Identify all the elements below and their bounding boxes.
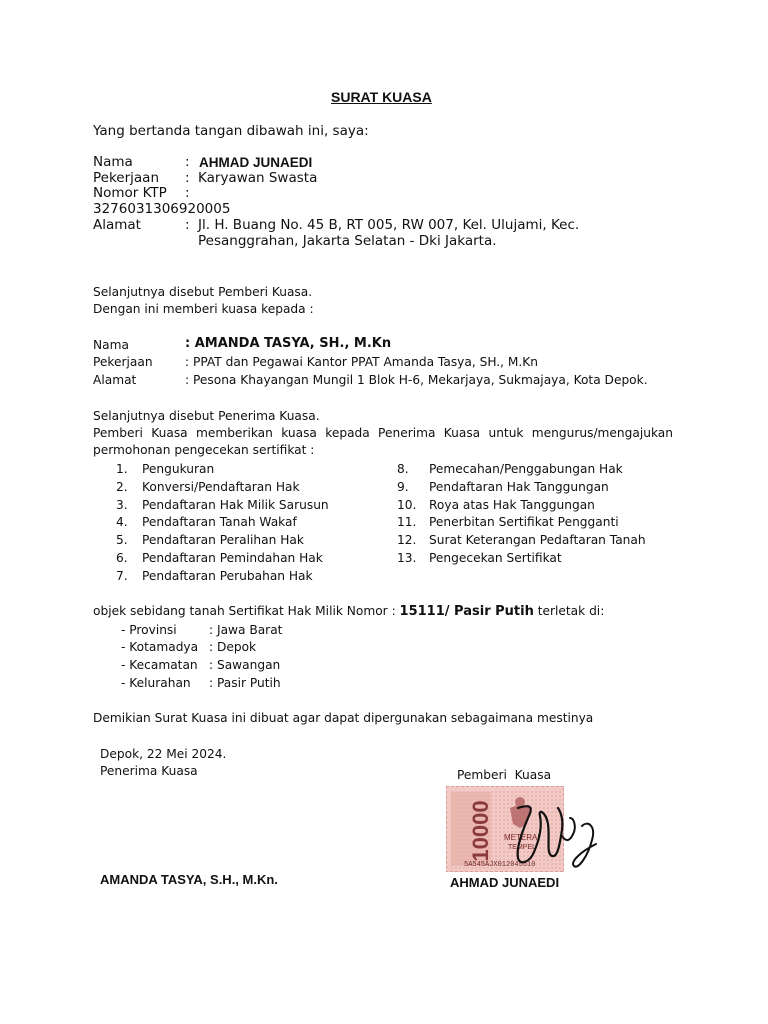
service-item: Roya atas Hak Tanggungan [429,498,595,512]
service-number: 12. [397,533,417,547]
service-item: Pendaftaran Peralihan Hak [142,533,304,547]
service-number: 2. [116,480,128,494]
service-number: 3. [116,498,128,512]
grantee-address-value: : Pesona Khayangan Mungil 1 Blok H-6, Mekarjaya, Sukmajaya, Kota Depok. [185,373,648,387]
grantee-address-label: Alamat [93,373,137,387]
grantor-ktp-colon: : [185,185,190,201]
service-item: Pengukuran [142,462,215,476]
location-value: : Sawangan [209,658,281,672]
grantee-signature-name: AMANDA TASYA, S.H., M.Kn. [100,872,278,887]
grantor-name-value: AHMAD JUNAEDI [199,155,313,170]
service-item: Pengecekan Sertifikat [429,551,562,565]
grantor-caption: Pemberi Kuasa [457,768,552,782]
stamp-word-2: TEMPEL [508,844,537,851]
service-number: 1. [116,462,128,476]
location-label: - Kecamatan [121,658,198,672]
grantor-address-line1: Jl. H. Buang No. 45 B, RT 005, RW 007, Kel. Ulujami, Kec. [198,217,580,233]
service-number: 11. [397,515,417,529]
grantor-signature-name: AHMAD JUNAEDI [450,875,560,890]
grantor-name-colon: : [185,154,190,170]
service-item: Pemecahan/Penggabungan Hak [429,462,623,476]
service-number: 4. [116,515,128,529]
service-number: 10. [397,498,417,512]
grantor-ktp-value: 3276031306920005 [93,201,231,217]
certificate-number: 15111/ Pasir Putih [399,604,534,619]
service-number: 6. [116,551,128,565]
grantor-signature-image [500,796,610,876]
location-value: : Jawa Barat [209,623,283,637]
stamp-amount: 10000 [468,800,493,862]
service-item: Pendaftaran Perubahan Hak [142,569,313,583]
stamp-word-1: METERAI [504,833,540,842]
service-number: 9. [397,480,409,494]
closing-statement: Demikian Surat Kuasa ini dibuat agar dapat dipergunakan sebagaimana mestinya [93,711,594,725]
place-date: Depok, 22 Mei 2024. [100,747,227,761]
grantor-ktp-label: Nomor KTP [93,185,167,201]
object-line [93,604,604,619]
grantee-name-label: Nama [93,338,129,352]
grantor-job-colon: : [185,170,190,186]
stamp-serial: 5A545AJX012045510 [464,861,536,869]
service-number: 7. [116,569,128,583]
referred-grantee-text: Selanjutnya disebut Penerima Kuasa. [93,409,320,423]
location-value: : Pasir Putih [209,676,281,690]
grantee-caption: Penerima Kuasa [100,764,198,778]
service-item: Pendaftaran Pemindahan Hak [142,551,323,565]
service-item: Surat Keterangan Pedaftaran Tanah [429,533,646,547]
object-prefix: objek sebidang tanah Sertifikat Hak Milik Nomor : [93,604,396,618]
location-label: - Kotamadya [121,640,199,654]
grantor-job-value: Karyawan Swasta [198,170,318,186]
service-item: Pendaftaran Hak Tanggungan [429,480,609,494]
service-item: Konversi/Pendaftaran Hak [142,480,300,494]
location-label: - Kelurahan [121,676,191,690]
grantor-name-label: Nama [93,154,133,170]
referred-grantor-text: Selanjutnya disebut Pemberi Kuasa. [93,285,313,299]
document-title: SURAT KUASA [331,89,432,105]
grant-intro-text: Dengan ini memberi kuasa kepada : [93,302,314,316]
grantor-job-label: Pekerjaan [93,170,160,186]
service-item: Pendaftaran Tanah Wakaf [142,515,297,529]
object-suffix: terletak di: [537,604,605,618]
location-value: : Depok [209,640,257,654]
service-number: 8. [397,462,409,476]
grantee-job-value: : PPAT dan Pegawai Kantor PPAT Amanda Tasya, SH., M.Kn [185,355,539,369]
grantor-address-colon: : [185,217,190,233]
grantor-address-label: Alamat [93,217,141,233]
location-label: - Provinsi [121,623,177,637]
grantor-address-line2: Pesanggrahan, Jakarta Selatan - Dki Jakarta. [198,233,497,249]
grantee-name-value: : AMANDA TASYA, SH., M.Kn [185,336,392,351]
intro-text: Yang bertanda tangan dibawah ini, saya: [93,123,369,139]
service-number: 5. [116,533,128,547]
service-item: Penerbitan Sertifikat Pengganti [429,515,619,529]
grantee-job-label: Pekerjaan [93,355,153,369]
service-number: 13. [397,551,417,565]
service-item: Pendaftaran Hak Milik Sarusun [142,498,329,512]
purpose-line-2: permohonan pengecekan sertifikat : [93,443,315,457]
purpose-line-1: Pemberi Kuasa memberikan kuasa kepada Penerima Kuasa untuk mengurus/mengajukan [93,426,673,440]
